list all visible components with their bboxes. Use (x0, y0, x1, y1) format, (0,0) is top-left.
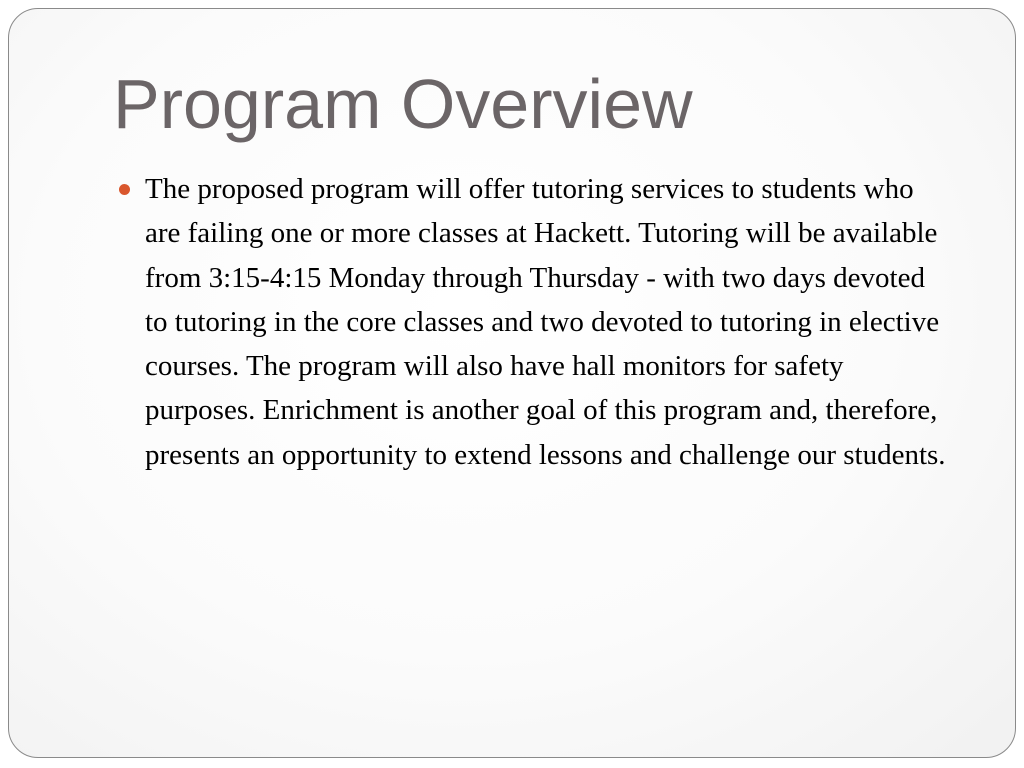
slide (8, 8, 1016, 758)
slide-title: Program Overview (113, 65, 693, 143)
bullet-dot-icon (119, 184, 130, 195)
bullet-item (113, 167, 953, 477)
bullet-list (113, 167, 953, 477)
bullet-text: The proposed program will offer tutoring services to students who are failing one or more classes at Hackett. Tutoring will be available from 3:15-4:15 Monday through Thursday - with two days devoted to tutoring in the core classes and two devoted to tutoring in elective courses. The program will also have hall monitors for safety purposes. Enrichment is another goal of this program and, therefore, presents an opportunity to extend lessons and challenge our students. (145, 173, 946, 471)
